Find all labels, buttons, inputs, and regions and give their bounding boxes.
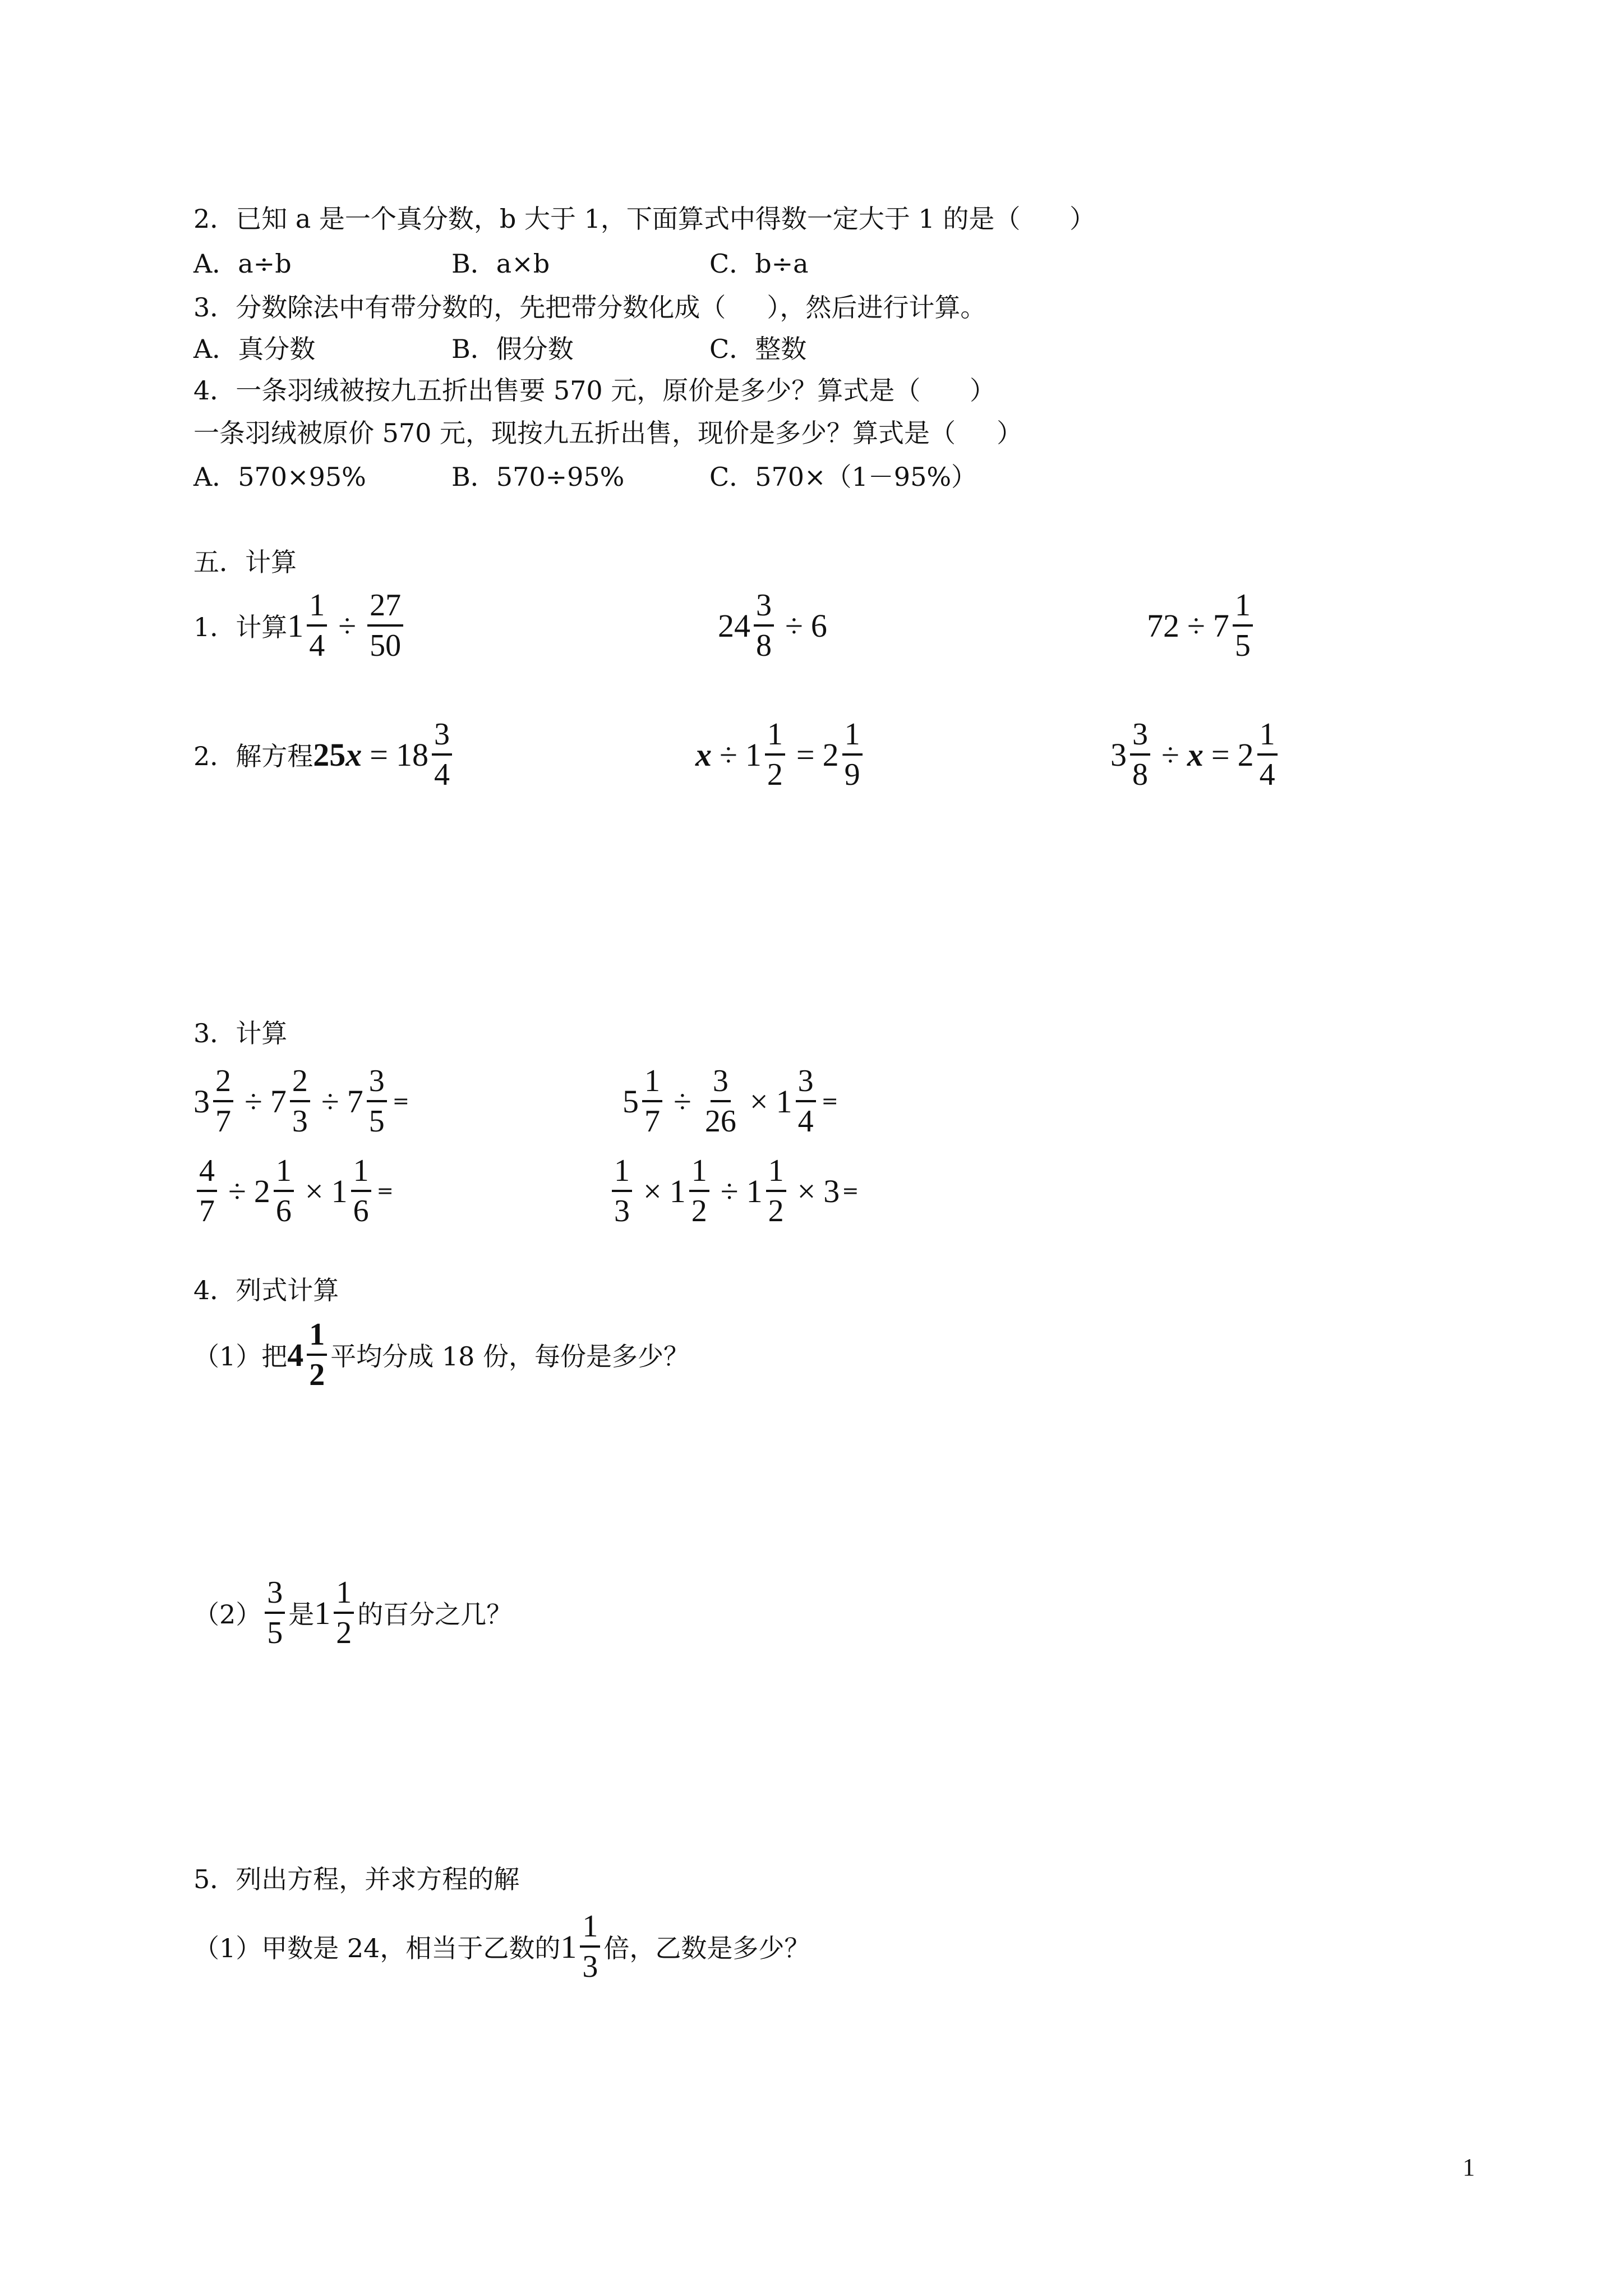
equals: =: [370, 736, 388, 773]
fraction: [432, 719, 452, 790]
fraction: [765, 719, 785, 790]
fraction: [796, 1065, 816, 1137]
q2-option-b: B．a×b: [451, 249, 550, 279]
denominator: 9: [844, 757, 860, 792]
fraction: [1233, 590, 1253, 661]
calc-1-expr-3: [1147, 583, 1256, 668]
denominator: 5: [1234, 628, 1251, 663]
calc-1-expr-1: [193, 583, 407, 668]
fraction: [351, 1155, 371, 1227]
term: 3: [823, 1172, 840, 1209]
operator: ×: [797, 1172, 816, 1209]
numerator: 1: [842, 719, 863, 756]
denominator: 2: [691, 1194, 707, 1228]
numerator: 3: [754, 590, 774, 627]
variable: x: [695, 736, 712, 773]
fraction: [580, 1911, 600, 1982]
whole: 1: [776, 1083, 792, 1120]
operator: ×: [305, 1172, 324, 1209]
fraction: [307, 1319, 327, 1391]
equals: =: [1211, 736, 1230, 773]
numerator: 1: [307, 590, 327, 627]
numerator: 1: [351, 1155, 371, 1192]
denominator: 3: [292, 1104, 308, 1139]
denominator: 2: [767, 757, 783, 792]
q4-option-a: A．570×95%: [193, 462, 366, 492]
problem-prefix: （1）甲数是 24，相当于乙数的: [193, 1933, 561, 1963]
denominator: 26: [704, 1104, 736, 1139]
denominator: 50: [370, 628, 402, 663]
numerator: 3: [1130, 719, 1150, 756]
fraction: [307, 590, 327, 661]
operator: ×: [749, 1083, 768, 1120]
numerator: 1: [1257, 719, 1278, 756]
equals: =: [376, 1179, 394, 1203]
operator: ÷: [720, 736, 737, 773]
numerator: 1: [642, 1065, 662, 1102]
operator: ÷: [228, 1172, 246, 1209]
denominator: 4: [797, 1104, 814, 1139]
equation-2: [695, 712, 866, 797]
numerator: 3: [265, 1577, 285, 1614]
whole: 1: [745, 736, 762, 773]
denominator: 4: [1259, 757, 1275, 792]
question-3-text: 3．分数除法中有带分数的，先把带分数化成（ ），然后进行计算。: [193, 292, 986, 323]
fraction: [290, 1065, 310, 1137]
page-number: 1: [1463, 2154, 1475, 2181]
whole: 7: [347, 1083, 363, 1120]
whole: 2: [253, 1172, 270, 1209]
numerator: 1: [1233, 590, 1253, 627]
denominator: 7: [215, 1104, 231, 1139]
equation-3: [1110, 712, 1281, 797]
calc-4-label: 4．列式计算: [193, 1275, 339, 1305]
question-4-text-2: 一条羽绒被原价 570 元，现按九五折出售，现价是多少？算式是（ ）: [193, 418, 1023, 448]
fraction: [842, 719, 863, 790]
q3-option-b: B．假分数: [451, 334, 574, 364]
term: 6: [810, 607, 827, 644]
word-problem-5-1: [193, 1904, 810, 1989]
calc-3-expr-2: [623, 1059, 838, 1143]
numerator: 1: [307, 1319, 327, 1356]
variable: x: [1187, 736, 1204, 773]
numerator: 2: [213, 1065, 233, 1102]
whole: 2: [1237, 736, 1254, 773]
section-5-title: 五．计算: [193, 547, 297, 577]
denominator: 8: [1132, 757, 1148, 792]
q3-option-a: A．真分数: [193, 334, 316, 364]
numerator: 1: [689, 1155, 709, 1192]
operator: ÷: [1161, 736, 1179, 773]
fraction: [642, 1065, 662, 1137]
q2-option-a: A．a÷b: [193, 249, 292, 279]
calc-3-expr-1: [193, 1059, 409, 1143]
numerator: 1: [766, 1155, 786, 1192]
numerator: 3: [711, 1065, 731, 1102]
denominator: 3: [614, 1194, 630, 1228]
denominator: 6: [353, 1194, 369, 1228]
denominator: 2: [768, 1194, 784, 1228]
equation-label: 2．解方程: [193, 741, 313, 771]
numerator: 2: [290, 1065, 310, 1102]
denominator: 5: [368, 1104, 385, 1139]
denominator: 8: [756, 628, 772, 663]
calc-5-label: 5．列出方程，并求方程的解: [193, 1864, 520, 1894]
operator: ÷: [338, 607, 357, 644]
numerator: 1: [612, 1155, 632, 1192]
problem-text: 是: [288, 1599, 315, 1630]
whole: 7: [1212, 607, 1229, 644]
fraction: [689, 1155, 709, 1227]
numerator: 1: [274, 1155, 294, 1192]
q4-option-c: C．570×（1－95%）: [709, 462, 978, 492]
numerator: 3: [367, 1065, 387, 1102]
fraction: [265, 1577, 285, 1649]
equals: =: [821, 1089, 838, 1113]
equation-1: [193, 712, 455, 797]
numerator: 4: [197, 1155, 217, 1192]
word-problem-4-2: [193, 1571, 512, 1655]
coefficient: 25: [313, 736, 346, 773]
whole: 1: [331, 1172, 348, 1209]
fraction: [197, 1155, 217, 1227]
whole: 5: [623, 1083, 639, 1120]
operator: ÷: [321, 1083, 339, 1120]
whole: 3: [1110, 736, 1127, 773]
whole: 1: [314, 1594, 331, 1631]
fraction: [367, 1065, 387, 1137]
denominator: 4: [434, 757, 450, 792]
numerator: 1: [580, 1911, 600, 1948]
fraction: [754, 590, 774, 661]
fraction: [1257, 719, 1278, 790]
denominator: 2: [336, 1616, 352, 1650]
fraction: [274, 1155, 294, 1227]
fraction: [213, 1065, 233, 1137]
operator: ÷: [1187, 607, 1205, 644]
numerator: 1: [334, 1577, 354, 1614]
whole: 18: [396, 736, 428, 773]
equals: =: [796, 736, 815, 773]
denominator: 5: [267, 1616, 283, 1650]
calc-3-label: 3．计算: [193, 1018, 288, 1048]
fraction: [703, 1065, 739, 1137]
problem-prefix: （2）: [193, 1599, 262, 1630]
calc-1-expr-2: [718, 583, 827, 668]
calc-1-label: 1．计算: [193, 612, 288, 642]
denominator: 3: [582, 1949, 598, 1984]
term: 72: [1147, 607, 1179, 644]
fraction: [367, 590, 403, 661]
operator: ×: [643, 1172, 662, 1209]
whole: 1: [287, 607, 304, 644]
variable: x: [345, 736, 362, 773]
numerator: 27: [367, 590, 403, 627]
denominator: 2: [309, 1358, 325, 1392]
equals: =: [392, 1089, 409, 1113]
word-problem-4-1: [193, 1313, 689, 1397]
fraction: [334, 1577, 354, 1649]
denominator: 7: [199, 1194, 215, 1228]
whole: 7: [270, 1083, 287, 1120]
q3-option-c: C．整数: [709, 334, 807, 364]
problem-prefix: （1）把: [193, 1341, 288, 1372]
denominator: 4: [309, 628, 325, 663]
whole: 4: [287, 1336, 304, 1373]
problem-text: 的百分之几？: [357, 1599, 513, 1630]
whole: 3: [193, 1083, 210, 1120]
operator: ÷: [674, 1083, 691, 1120]
numerator: 3: [432, 719, 452, 756]
whole: 1: [560, 1928, 577, 1965]
operator: ÷: [245, 1083, 262, 1120]
whole: 2: [822, 736, 839, 773]
whole: 1: [746, 1172, 763, 1209]
fraction: [1130, 719, 1150, 790]
whole: 1: [669, 1172, 686, 1209]
numerator: 3: [796, 1065, 816, 1102]
operator: ÷: [720, 1172, 739, 1209]
question-2-text: 2．已知 a 是一个真分数，b 大于 1，下面算式中得数一定大于 1 的是（ ）: [193, 204, 1096, 234]
denominator: 6: [275, 1194, 292, 1228]
denominator: 7: [644, 1104, 660, 1139]
calc-3-expr-4: [608, 1149, 859, 1233]
question-4-text-1: 4．一条羽绒被按九五折出售要 570 元，原价是多少？算式是（ ）: [193, 375, 996, 406]
numerator: 1: [765, 719, 785, 756]
fraction: [612, 1155, 632, 1227]
problem-text: 平均分成 18 份，每份是多少？: [330, 1341, 690, 1372]
calc-3-expr-3: [193, 1149, 394, 1233]
operator: ÷: [785, 607, 803, 644]
whole: 24: [718, 607, 750, 644]
problem-text: 倍，乙数是多少？: [603, 1933, 810, 1963]
q2-option-c: C．b÷a: [709, 249, 809, 279]
equals: =: [842, 1179, 859, 1203]
q4-option-b: B．570÷95%: [451, 462, 625, 492]
fraction: [766, 1155, 786, 1227]
